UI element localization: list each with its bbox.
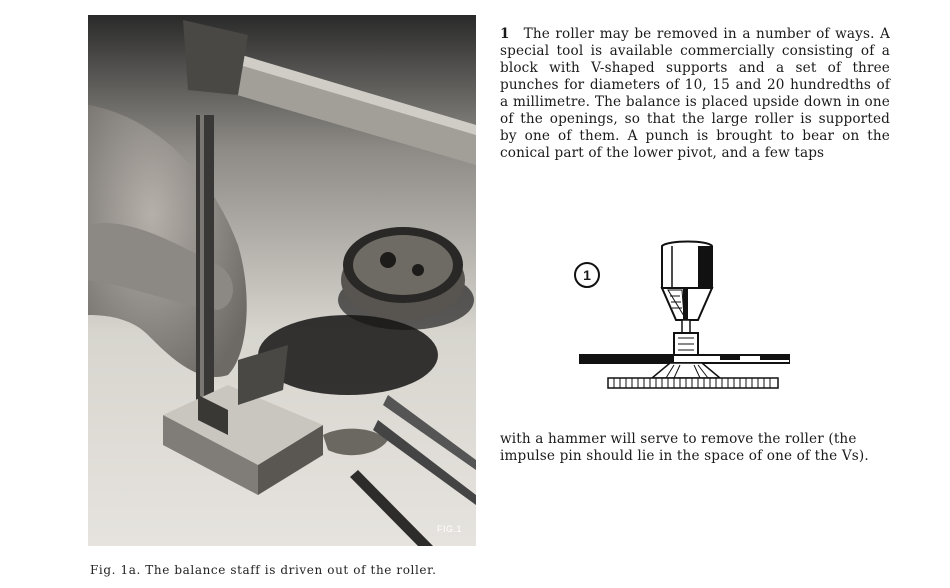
paragraph-number: 1 <box>500 26 510 42</box>
paragraph-text-top: The roller may be removed in a number of ways. A special tool is available commercially consisting of a block with V-shaped supports and a set of three punches for diameters of 10, 15 and 20 hundredths of a millimetre. The balance is placed upside down in one of the openings, so that the large roller is supported by one of them. A punch is brought to bear on the conical part of the lower pivot, and a few taps <box>500 26 890 161</box>
roller-removal-diagram <box>570 238 790 396</box>
figure-caption: Fig. 1a. The balance staff is driven out of the roller. <box>90 563 437 577</box>
diagram-number: 1 <box>574 262 600 288</box>
photo-illustration <box>88 15 476 546</box>
figure-label: FIG.1 <box>436 524 462 534</box>
paragraph-top <box>500 26 890 162</box>
figure-photo <box>88 15 476 546</box>
paragraph-bottom: with a hammer will serve to remove the roller (the impulse pin should lie in the space of one of the Vs). <box>500 431 869 464</box>
